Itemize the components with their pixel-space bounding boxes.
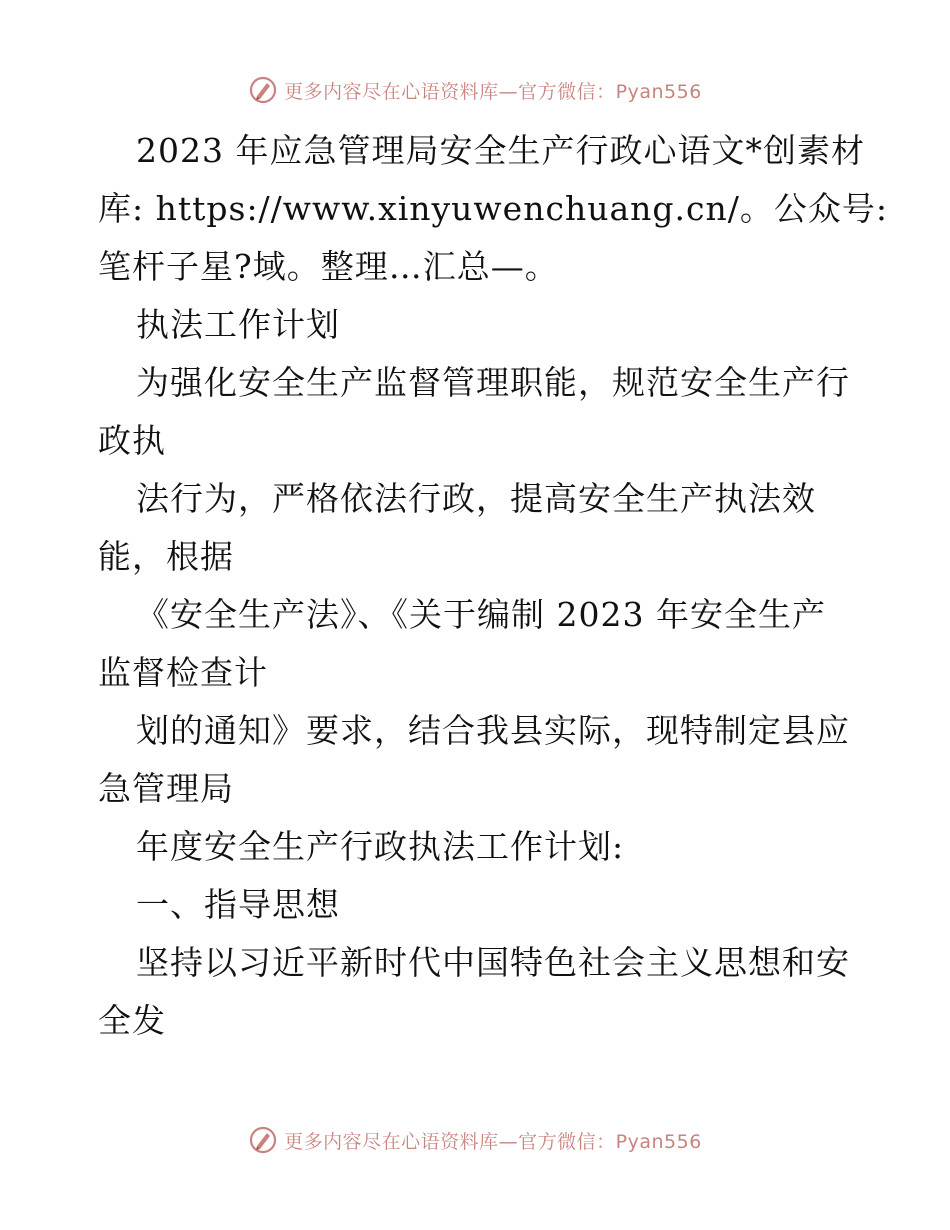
text-line: 急管理局: [98, 769, 234, 808]
pen-logo-icon: [248, 1125, 278, 1155]
text-line: 库: https://www.xinyuwenchuang.cn/。公众号:: [98, 189, 888, 228]
pen-logo-icon: [248, 75, 278, 105]
text-line: 坚持以习近平新时代中国特色社会主义思想和安: [136, 943, 850, 982]
footer-watermark-text: 更多内容尽在心语资料库—官方微信：Pyan556: [284, 1130, 702, 1153]
header-watermark-text: 更多内容尽在心语资料库—官方微信：Pyan556: [284, 80, 702, 103]
text-line: 监督检查计: [98, 653, 268, 692]
section-title: 执法工作计划: [136, 305, 340, 344]
footer-watermark: [0, 1120, 950, 1160]
header-watermark: [0, 70, 950, 110]
text-line: 年度安全生产行政执法工作计划:: [136, 827, 625, 866]
text-line: 《安全生产法》、《关于编制 2023 年安全生产: [136, 595, 826, 634]
text-line: 划的通知》要求，结合我县实际，现特制定县应: [136, 711, 850, 750]
text-line: 法行为，严格依法行政，提高安全生产执法效: [136, 479, 816, 518]
text-line: 全发: [98, 1001, 166, 1040]
document-body: [98, 122, 888, 1050]
text-line: 能，根据: [98, 537, 234, 576]
text-line: 笔杆子星?域。整理…汇总—。: [98, 247, 559, 286]
text-line: 政执: [98, 421, 166, 460]
text-line: 为强化安全生产监督管理职能，规范安全生产行: [136, 363, 850, 402]
section-heading: 一、指导思想: [136, 885, 340, 924]
text-line: 2023 年应急管理局安全生产行政心语文*创素材: [136, 131, 865, 170]
